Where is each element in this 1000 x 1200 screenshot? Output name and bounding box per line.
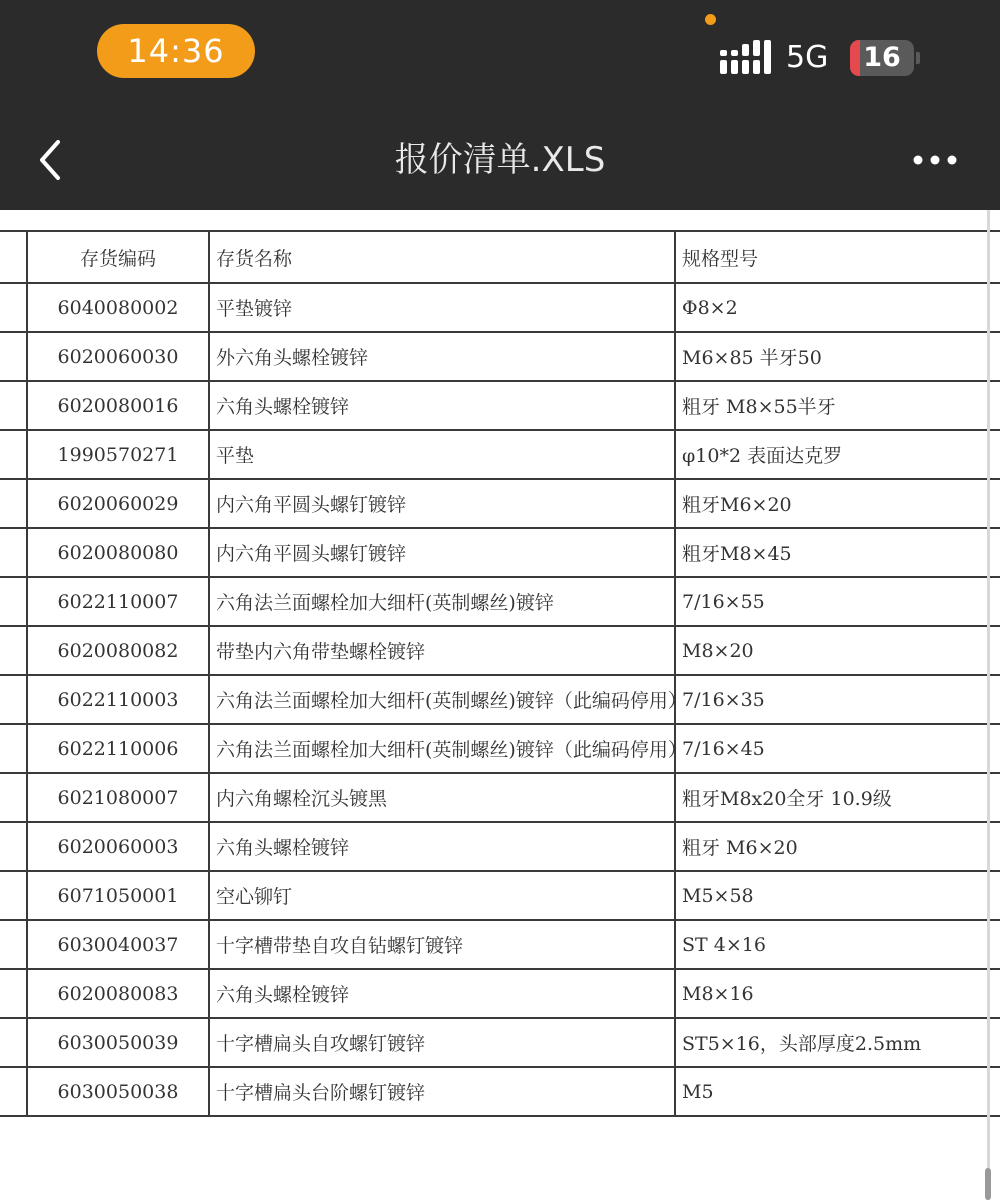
table-row xyxy=(0,528,1000,577)
header-cell-spec[interactable]: 规格型号 xyxy=(675,231,1000,283)
row-cell-code[interactable]: 6021080007 xyxy=(27,773,209,822)
row-cell-blank[interactable] xyxy=(0,577,27,626)
more-options-icon[interactable] xyxy=(900,140,970,180)
row-cell-name[interactable]: 六角法兰面螺栓加大细杆(英制螺丝)镀锌（此编码停用） xyxy=(209,724,675,773)
navigation-bar xyxy=(0,110,1000,210)
row-cell-blank[interactable] xyxy=(0,1018,27,1067)
table-row xyxy=(0,626,1000,675)
row-cell-spec[interactable]: 粗牙 M8×55半牙 xyxy=(675,381,1000,430)
row-cell-spec[interactable]: M5 xyxy=(675,1067,1000,1116)
row-cell-blank[interactable] xyxy=(0,724,27,773)
row-cell-code[interactable]: 6020080080 xyxy=(27,528,209,577)
row-cell-code[interactable]: 6030050038 xyxy=(27,1067,209,1116)
table-row xyxy=(0,1067,1000,1116)
row-cell-name[interactable]: 平垫镀锌 xyxy=(209,283,675,332)
table-row xyxy=(0,969,1000,1018)
row-cell-spec[interactable]: ST 4×16 xyxy=(675,920,1000,969)
table-row xyxy=(0,871,1000,920)
row-cell-spec[interactable]: 粗牙M8x20全牙 10.9级 xyxy=(675,773,1000,822)
scrollbar-track[interactable] xyxy=(987,210,990,1200)
row-cell-code[interactable]: 6030040037 xyxy=(27,920,209,969)
row-cell-name[interactable]: 内六角平圆头螺钉镀锌 xyxy=(209,479,675,528)
privacy-indicator-dot xyxy=(705,14,716,25)
row-cell-spec[interactable]: M6×85 半牙50 xyxy=(675,332,1000,381)
signal-strength-icon xyxy=(720,40,772,74)
row-cell-code[interactable]: 6020060029 xyxy=(27,479,209,528)
status-time[interactable]: 14:36 xyxy=(97,24,255,78)
table-row xyxy=(0,332,1000,381)
row-cell-name[interactable]: 六角头螺栓镀锌 xyxy=(209,969,675,1018)
row-cell-name[interactable]: 外六角头螺栓镀锌 xyxy=(209,332,675,381)
row-cell-name[interactable]: 平垫 xyxy=(209,430,675,479)
spreadsheet-table-container xyxy=(0,230,1000,1117)
row-cell-blank[interactable] xyxy=(0,1067,27,1116)
battery-percent: 16 xyxy=(863,42,901,73)
document-title: 报价清单.XLS xyxy=(394,140,606,180)
row-cell-code[interactable]: 6030050039 xyxy=(27,1018,209,1067)
spreadsheet-table xyxy=(0,230,1000,1117)
row-cell-spec[interactable]: ST5×16，头部厚度2.5mm xyxy=(675,1018,1000,1067)
row-cell-spec[interactable]: 粗牙M8×45 xyxy=(675,528,1000,577)
row-cell-name[interactable]: 六角法兰面螺栓加大细杆(英制螺丝)镀锌（此编码停用） xyxy=(209,675,675,724)
row-cell-blank[interactable] xyxy=(0,822,27,871)
row-cell-code[interactable]: 6020080082 xyxy=(27,626,209,675)
row-cell-spec[interactable]: 粗牙M6×20 xyxy=(675,479,1000,528)
row-cell-spec[interactable]: 粗牙 M6×20 xyxy=(675,822,1000,871)
row-cell-blank[interactable] xyxy=(0,871,27,920)
header-cell-blank[interactable] xyxy=(0,231,27,283)
row-cell-code[interactable]: 6040080002 xyxy=(27,283,209,332)
back-chevron-icon[interactable] xyxy=(28,136,76,184)
row-cell-blank[interactable] xyxy=(0,969,27,1018)
table-row xyxy=(0,675,1000,724)
table-header-row xyxy=(0,231,1000,283)
row-cell-blank[interactable] xyxy=(0,381,27,430)
network-type-label: 5G xyxy=(786,40,829,75)
row-cell-name[interactable]: 空心铆钉 xyxy=(209,871,675,920)
row-cell-blank[interactable] xyxy=(0,528,27,577)
row-cell-spec[interactable]: M5×58 xyxy=(675,871,1000,920)
row-cell-spec[interactable]: M8×20 xyxy=(675,626,1000,675)
row-cell-code[interactable]: 6022110007 xyxy=(27,577,209,626)
table-row xyxy=(0,822,1000,871)
row-cell-spec[interactable]: Φ8×2 xyxy=(675,283,1000,332)
row-cell-name[interactable]: 带垫内六角带垫螺栓镀锌 xyxy=(209,626,675,675)
row-cell-code[interactable]: 6020060030 xyxy=(27,332,209,381)
row-cell-code[interactable]: 6071050001 xyxy=(27,871,209,920)
row-cell-spec[interactable]: 7/16×35 xyxy=(675,675,1000,724)
row-cell-name[interactable]: 内六角平圆头螺钉镀锌 xyxy=(209,528,675,577)
row-cell-name[interactable]: 十字槽扁头台阶螺钉镀锌 xyxy=(209,1067,675,1116)
table-row xyxy=(0,283,1000,332)
row-cell-code[interactable]: 1990570271 xyxy=(27,430,209,479)
row-cell-code[interactable]: 6020080083 xyxy=(27,969,209,1018)
table-row xyxy=(0,479,1000,528)
status-bar xyxy=(0,0,1000,110)
spreadsheet-view[interactable] xyxy=(0,210,1000,1200)
row-cell-blank[interactable] xyxy=(0,920,27,969)
scrollbar-thumb[interactable] xyxy=(985,1168,991,1200)
header-cell-code[interactable]: 存货编码 xyxy=(27,231,209,283)
table-row xyxy=(0,577,1000,626)
row-cell-name[interactable]: 十字槽扁头自攻螺钉镀锌 xyxy=(209,1018,675,1067)
table-row xyxy=(0,724,1000,773)
row-cell-code[interactable]: 6022110003 xyxy=(27,675,209,724)
row-cell-blank[interactable] xyxy=(0,430,27,479)
table-row xyxy=(0,773,1000,822)
header-cell-name[interactable]: 存货名称 xyxy=(209,231,675,283)
row-cell-blank[interactable] xyxy=(0,283,27,332)
row-cell-name[interactable]: 六角头螺栓镀锌 xyxy=(209,381,675,430)
row-cell-name[interactable]: 六角法兰面螺栓加大细杆(英制螺丝)镀锌 xyxy=(209,577,675,626)
row-cell-spec[interactable]: φ10*2 表面达克罗 xyxy=(675,430,1000,479)
row-cell-blank[interactable] xyxy=(0,479,27,528)
row-cell-name[interactable]: 内六角螺栓沉头镀黑 xyxy=(209,773,675,822)
battery-icon xyxy=(850,40,914,76)
row-cell-spec[interactable]: M8×16 xyxy=(675,969,1000,1018)
row-cell-code[interactable]: 6020080016 xyxy=(27,381,209,430)
row-cell-blank[interactable] xyxy=(0,675,27,724)
row-cell-code[interactable]: 6020060003 xyxy=(27,822,209,871)
row-cell-blank[interactable] xyxy=(0,332,27,381)
row-cell-name[interactable]: 十字槽带垫自攻自钻螺钉镀锌 xyxy=(209,920,675,969)
row-cell-blank[interactable] xyxy=(0,773,27,822)
row-cell-blank[interactable] xyxy=(0,626,27,675)
row-cell-spec[interactable]: 7/16×45 xyxy=(675,724,1000,773)
table-row xyxy=(0,1018,1000,1067)
table-row xyxy=(0,381,1000,430)
table-row xyxy=(0,430,1000,479)
row-cell-code[interactable]: 6022110006 xyxy=(27,724,209,773)
battery-cap xyxy=(916,52,920,64)
row-cell-spec[interactable]: 7/16×55 xyxy=(675,577,1000,626)
table-row xyxy=(0,920,1000,969)
row-cell-name[interactable]: 六角头螺栓镀锌 xyxy=(209,822,675,871)
